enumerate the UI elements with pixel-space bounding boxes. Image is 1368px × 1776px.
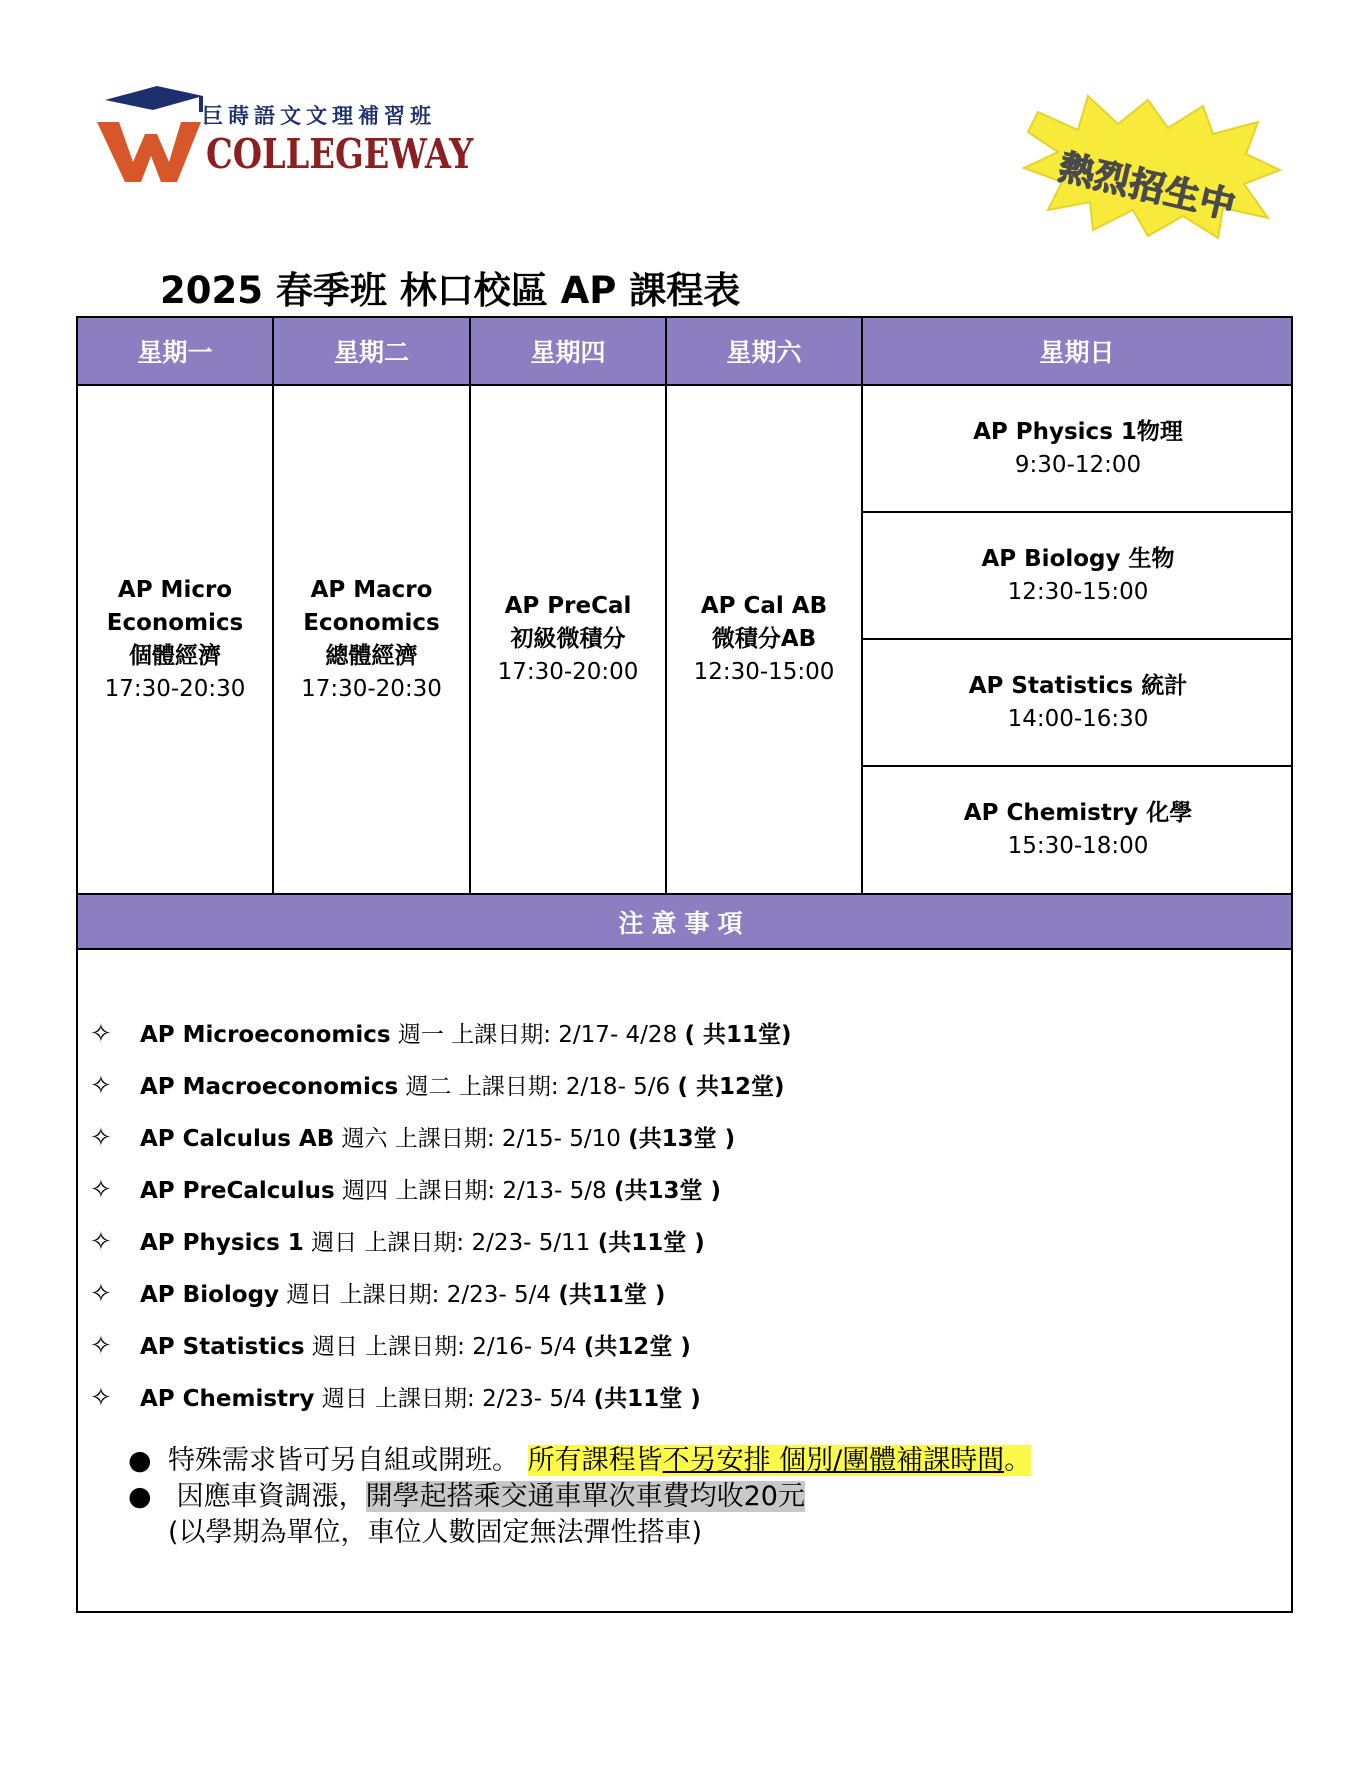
logo-english-name: COLLEGEWAY: [206, 130, 474, 178]
note-text: 特殊需求皆可另自組或開班。: [168, 1445, 528, 1476]
note-course-item: [90, 1328, 691, 1361]
header-tuesday: 星期二: [274, 318, 471, 386]
note-course-name: AP Biology: [140, 1282, 280, 1308]
saturday-course-cell: [667, 386, 863, 893]
logo-chinese-name: 巨蒔語文文理補習班: [202, 104, 436, 128]
highlight-text: 所有課程皆: [527, 1445, 663, 1476]
note-course-name: AP Microeconomics: [140, 1022, 391, 1048]
four-point-star-icon: ✧: [90, 1123, 112, 1153]
note-course-count: (共11堂 ): [558, 1282, 666, 1308]
course-line: AP Cal AB: [700, 593, 828, 619]
sunday-course-chemistry: [863, 767, 1293, 893]
header-monday: 星期一: [78, 318, 274, 386]
note-course-count: (共13堂 ): [613, 1178, 722, 1204]
note-course-item: [90, 1068, 785, 1101]
course-time: 17:30-20:30: [301, 675, 442, 702]
course-time: 17:30-20:30: [104, 675, 246, 702]
note-course-name: AP PreCalculus: [140, 1178, 335, 1204]
enrollment-badge-text: 熱烈招生中: [1055, 147, 1240, 228]
course-time: 17:30-20:00: [497, 659, 639, 685]
note-course-item: [90, 1380, 701, 1413]
course-time: 12:30-15:00: [693, 659, 835, 685]
course-line: 個體經濟: [129, 642, 221, 669]
course-line: AP Macro: [310, 576, 433, 603]
four-point-star-icon: ✧: [90, 1227, 112, 1257]
note-course-name: AP Physics 1: [140, 1230, 304, 1256]
course-time: 12:30-15:00: [1007, 578, 1149, 605]
course-name: AP Physics 1物理: [973, 418, 1183, 445]
course-time: 15:30-18:00: [1007, 833, 1149, 859]
note-course-count: (共11堂 ): [593, 1386, 701, 1412]
highlight-underlined-text: 不另安排 個別/團體補課時間: [662, 1445, 1005, 1476]
note-course-detail: 週四 上課日期: 2/13- 5/8: [334, 1178, 614, 1204]
four-point-star-icon: ✧: [90, 1279, 112, 1309]
sunday-course-statistics: [863, 640, 1293, 767]
note-course-detail: 週日 上課日期: 2/23- 5/4: [279, 1282, 559, 1308]
graduation-cap-w-logo-icon: [95, 78, 205, 188]
course-line: AP Micro: [117, 576, 233, 603]
note-course-item: [90, 1120, 735, 1153]
enrollment-badge: [1018, 92, 1288, 242]
course-line: 總體經濟: [325, 642, 418, 669]
note-bullet-bus-fare: [128, 1474, 805, 1513]
note-course-name: AP Chemistry: [140, 1386, 315, 1412]
note-bullet-bus-fare-line2: (以學期為單位，車位人數固定無法彈性搭車): [168, 1517, 703, 1548]
note-course-detail: 週日 上課日期: 2/23- 5/4: [314, 1386, 594, 1412]
course-line: 微積分AB: [711, 626, 817, 652]
note-course-name: AP Statistics: [140, 1334, 305, 1360]
course-name: AP Statistics 統計: [968, 672, 1188, 699]
note-course-count: (共12堂 ): [583, 1334, 691, 1360]
header-sunday: 星期日: [863, 318, 1291, 386]
note-bullet-makeup: [128, 1438, 1031, 1477]
note-course-detail: 週日 上課日期: 2/16- 5/4: [304, 1334, 584, 1360]
note-course-count: (共11堂 ): [597, 1230, 705, 1256]
course-line: Economics: [303, 609, 440, 636]
page-title: 2025 春季班 林口校區 AP 課程表: [160, 269, 741, 312]
highlight-text: 。: [1004, 1445, 1032, 1476]
header-saturday: 星期六: [667, 318, 863, 386]
gray-highlight-text: 開學起搭乘交通車單次車費均收20元: [365, 1481, 805, 1512]
tuesday-course-cell: [274, 386, 471, 893]
course-time: 14:00-16:30: [1007, 705, 1149, 732]
bullet-dot-icon: ●: [128, 1481, 152, 1512]
four-point-star-icon: ✧: [90, 1331, 112, 1361]
schedule-table: [76, 316, 1293, 1613]
note-course-detail: 週一 上課日期: 2/17- 4/28: [390, 1022, 685, 1048]
course-name: AP Biology 生物: [981, 545, 1175, 572]
four-point-star-icon: ✧: [90, 1019, 112, 1049]
header-thursday: 星期四: [471, 318, 667, 386]
note-course-count: ( 共11堂): [684, 1022, 792, 1048]
four-point-star-icon: ✧: [90, 1071, 112, 1101]
note-text: 因應車資調漲，: [168, 1481, 366, 1512]
note-course-count: (共13堂 ): [628, 1126, 736, 1152]
note-course-name: AP Calculus AB: [140, 1126, 335, 1152]
collegeway-logo: [95, 78, 475, 188]
note-course-detail: 週二 上課日期: 2/18- 5/6: [398, 1074, 678, 1100]
note-course-item: [90, 1276, 665, 1309]
four-point-star-icon: ✧: [90, 1383, 112, 1413]
note-course-item: [90, 1016, 792, 1049]
note-course-count: ( 共12堂): [677, 1074, 785, 1100]
note-course-item: [90, 1172, 721, 1205]
monday-course-cell: [78, 386, 274, 893]
course-time: 9:30-12:00: [1014, 451, 1142, 478]
note-course-detail: 週六 上課日期: 2/15- 5/10: [334, 1126, 629, 1152]
course-line: 初級微積分: [510, 626, 626, 652]
course-line: AP PreCal: [504, 593, 632, 619]
sunday-course-biology: [863, 513, 1293, 640]
note-course-detail: 週日 上課日期: 2/23- 5/11: [303, 1230, 598, 1256]
notes-header: 注意事項: [78, 893, 1291, 950]
bullet-dot-icon: ●: [128, 1445, 152, 1476]
sunday-course-physics: [863, 386, 1293, 513]
thursday-course-cell: [471, 386, 667, 893]
course-name: AP Chemistry 化學: [963, 800, 1193, 826]
four-point-star-icon: ✧: [90, 1175, 112, 1205]
course-line: Economics: [106, 609, 244, 636]
note-course-item: [90, 1224, 705, 1257]
note-course-name: AP Macroeconomics: [140, 1074, 399, 1100]
